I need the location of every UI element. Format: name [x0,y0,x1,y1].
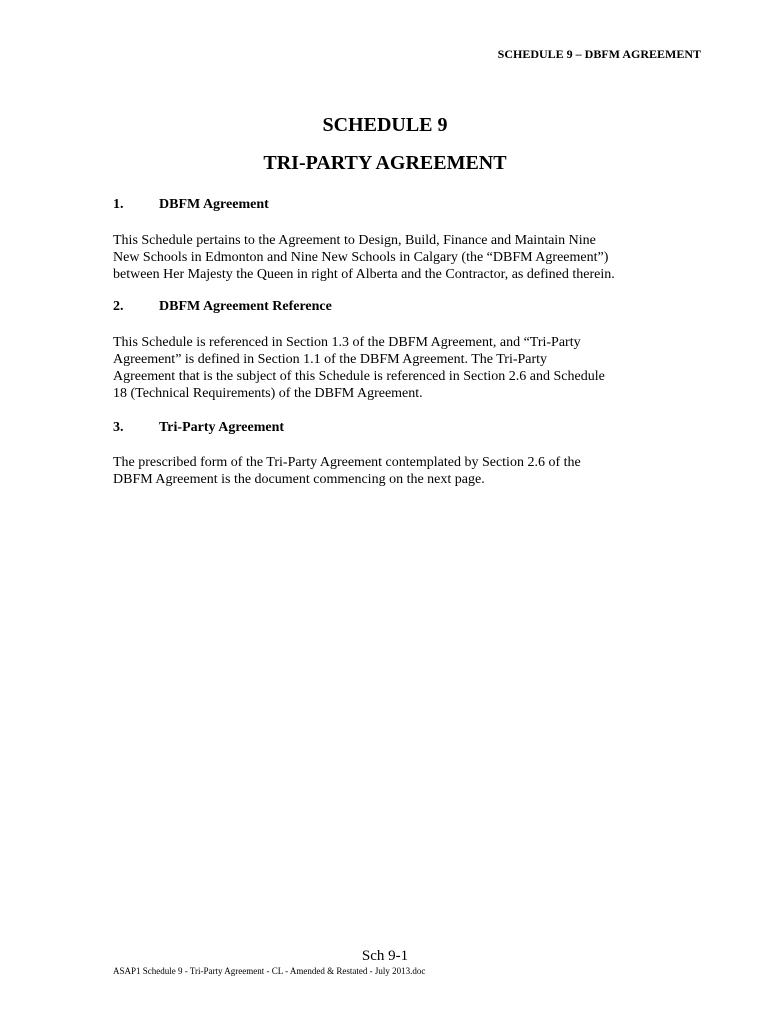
paragraph-line: This Schedule pertains to the Agreement to Design, Build, Finance and Maintain Nine [113,233,596,248]
section-heading-text: Tri-Party Agreement [159,420,285,435]
paragraph-line: The prescribed form of the Tri-Party Agreement contemplated by Section 2.6 of the [113,455,581,470]
paragraph-line: DBFM Agreement is the document commencing on the next page. [113,472,485,487]
section-number: 1. [113,197,124,212]
paragraph-line: 18 (Technical Requirements) of the DBFM Agreement. [113,386,423,401]
section-3-paragraph [113,454,673,488]
paragraph-line: Agreement” is defined in Section 1.1 of the DBFM Agreement. The Tri-Party [113,352,548,367]
section-heading-text: DBFM Agreement Reference [159,299,332,314]
section-1-paragraph [113,232,673,283]
section-3-heading [113,420,284,436]
page-number: Sch 9-1 [361,948,409,964]
footer-file-name: ASAP1 Schedule 9 - Tri-Party Agreement - CL - Amended & Restated - July 2013.doc [113,966,426,976]
paragraph-line: This Schedule is referenced in Section 1.3 of the DBFM Agreement, and “Tri-Party [113,335,581,350]
section-number: 3. [113,420,124,435]
agreement-title: TRI-PARTY AGREEMENT [263,152,507,174]
paragraph-line: New Schools in Edmonton and Nine New Schools in Calgary (the “DBFM Agreement”) [113,250,609,265]
schedule-title: SCHEDULE 9 [322,114,448,136]
running-header: SCHEDULE 9 – DBFM AGREEMENT [497,47,701,61]
section-2-paragraph [113,334,673,402]
section-2-heading [113,299,332,315]
paragraph-line: Agreement that is the subject of this Schedule is referenced in Section 2.6 and Schedule [113,369,605,384]
section-number: 2. [113,299,124,314]
section-heading-text: DBFM Agreement [159,197,269,212]
paragraph-line: between Her Majesty the Queen in right of Alberta and the Contractor, as defined therein. [113,267,615,282]
section-1-heading [113,197,269,213]
